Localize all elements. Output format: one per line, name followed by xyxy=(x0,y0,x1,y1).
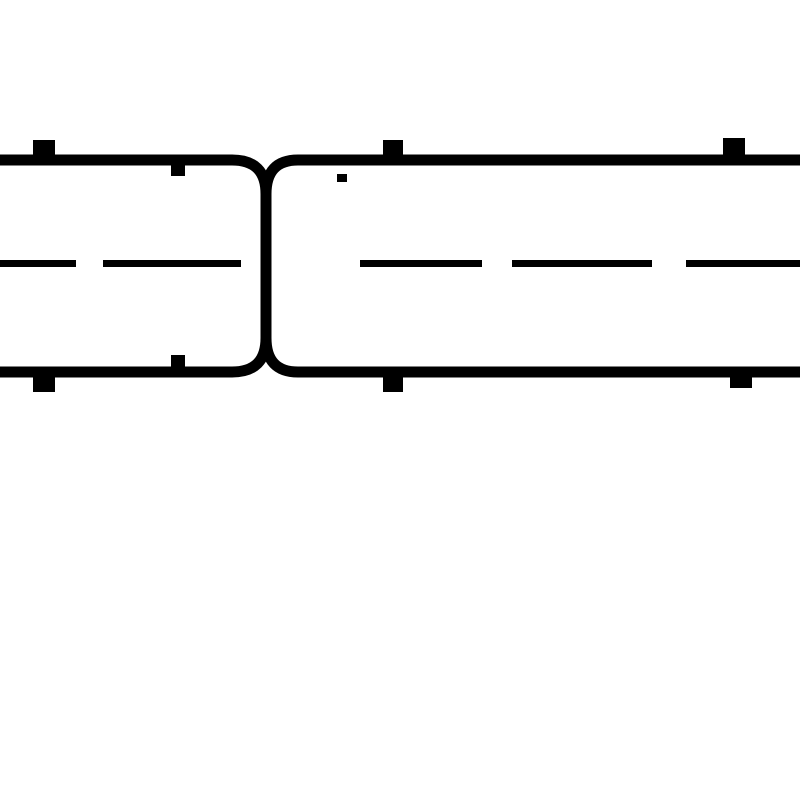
key-tab xyxy=(171,160,185,176)
separator-bars xyxy=(0,260,800,267)
key-tab xyxy=(33,140,55,164)
key-tab xyxy=(171,355,185,371)
separator-bar xyxy=(0,260,76,267)
separator-bar xyxy=(512,260,652,267)
key-tab xyxy=(730,368,752,388)
separator-bar xyxy=(103,260,241,267)
key-tab xyxy=(383,368,403,392)
key-tab xyxy=(337,174,347,182)
separator-bar xyxy=(686,260,800,267)
separator-bar xyxy=(360,260,482,267)
key-tab xyxy=(383,140,403,164)
key-tab xyxy=(723,138,745,162)
key-tab xyxy=(33,368,55,392)
